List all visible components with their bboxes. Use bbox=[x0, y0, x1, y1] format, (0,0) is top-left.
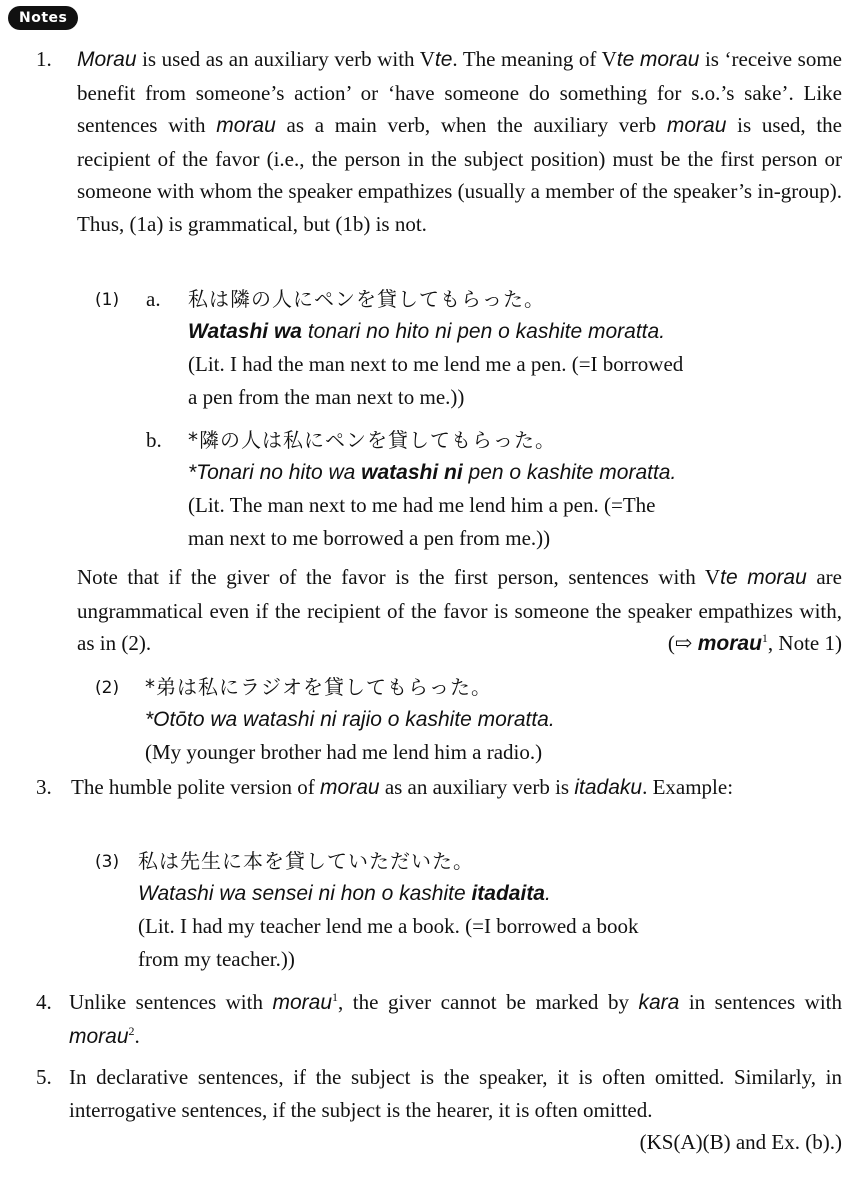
text-span: . The meaning of V bbox=[452, 47, 617, 71]
note-5-text bbox=[69, 1061, 842, 1154]
romanization bbox=[138, 878, 838, 911]
text-span: . Example: bbox=[642, 775, 734, 799]
romanization-bold: watashi ni bbox=[361, 460, 463, 484]
translation-line: (Lit. The man next to me had me lend him a pen. (=The bbox=[188, 493, 656, 517]
term-morau: morau bbox=[216, 114, 276, 137]
text-span: as a main verb, when the auxiliary verb bbox=[275, 113, 667, 137]
text-span: Watashi wa sensei ni hon o kashite bbox=[138, 881, 472, 905]
romanization-bold: Watashi wa bbox=[188, 319, 302, 343]
term-morau: Morau bbox=[77, 48, 137, 71]
text-span: Note that if the giver of the favor is the first person, sentences with V bbox=[77, 565, 721, 589]
note-number: 4. bbox=[36, 990, 52, 1014]
text-span: in sentences with bbox=[679, 990, 842, 1014]
japanese-sentence: 私は先生に本を貸していただいた。 bbox=[138, 849, 474, 873]
translation-line: from my teacher.)) bbox=[138, 946, 295, 971]
example-number: (3) bbox=[95, 852, 120, 872]
cross-reference bbox=[668, 627, 842, 661]
note-number: 5. bbox=[36, 1065, 52, 1089]
text-span: is used as an auxiliary verb with V bbox=[136, 47, 435, 71]
term-morau: morau bbox=[320, 776, 380, 799]
text-span: is ‘receive some benefit from someone’s action’ or ‘have someone do something for s.o.’s sake’. Like sentences with bbox=[77, 47, 843, 137]
term-kara: kara bbox=[638, 991, 680, 1014]
example-number: (2) bbox=[95, 678, 120, 698]
superscript: 1 bbox=[761, 631, 768, 645]
text-span: , the giver cannot be marked by bbox=[338, 990, 639, 1014]
example-number: (1) bbox=[95, 290, 120, 310]
text-span: are ungrammatical even if the recipient of the favor is someone the speaker empathizes with, as in (2). bbox=[77, 565, 842, 655]
text-span: , Note 1) bbox=[767, 631, 842, 655]
term-te: te bbox=[434, 48, 453, 71]
text-span: Unlike sentences with bbox=[69, 990, 273, 1014]
text-span: . bbox=[545, 881, 551, 905]
translation-line: (My younger brother had me lend him a radio.) bbox=[145, 740, 543, 764]
text-span: *Tonari no hito wa bbox=[188, 460, 362, 484]
text-span bbox=[738, 565, 748, 589]
note-3-text bbox=[71, 771, 842, 805]
term-te: te bbox=[720, 566, 738, 589]
note-3 bbox=[36, 771, 842, 805]
romanization: *Otōto wa watashi ni rajio o kashite moratta. bbox=[145, 707, 555, 731]
note-4 bbox=[36, 986, 842, 1053]
cross-reference: (KS(A)(B) and Ex. (b).) bbox=[639, 1130, 842, 1154]
term-morau: morau bbox=[272, 991, 333, 1014]
text-span: In declarative sentences, if the subject is the speaker, it is often omitted. Similarly, in interrogative sentences, if the subject is the hearer, it is often omitted. bbox=[69, 1065, 842, 1122]
japanese-sentence: *弟は私にラジオを貸してもらった。 bbox=[145, 675, 492, 699]
text-span: (⇨ bbox=[667, 631, 698, 655]
romanization bbox=[188, 316, 848, 349]
notes-badge: Notes bbox=[8, 6, 78, 30]
translation-line: man next to me borrowed a pen from me.)) bbox=[188, 525, 551, 550]
romanization bbox=[188, 457, 848, 490]
note-1-continued-text bbox=[77, 561, 842, 660]
note-number: 1. bbox=[36, 47, 52, 71]
term-morau: morau bbox=[639, 48, 700, 71]
term-morau: morau bbox=[747, 566, 807, 589]
note-1-text bbox=[77, 43, 842, 240]
text-span: tonari no hito ni pen o kashite moratta. bbox=[301, 319, 666, 343]
text-span: . bbox=[134, 1023, 140, 1048]
translation-line: (Lit. I had the man next to me lend me a pen. (=I borrowed bbox=[188, 352, 684, 376]
term-morau: morau bbox=[666, 114, 727, 137]
term-itadaku: itadaku bbox=[574, 776, 643, 799]
japanese-sentence: 私は隣の人にペンを貸してもらった。 bbox=[188, 287, 545, 311]
romanization-bold: itadaita bbox=[471, 881, 545, 905]
note-1-continued bbox=[36, 561, 842, 661]
text-span: as an auxiliary verb is bbox=[379, 775, 575, 799]
text-span: is used, the recipient of the favor (i.e., the person in the subject position) must be the first person or someone with whom the speaker empathizes (usually a member of the speaker’s in-group). Thus, (1a) is grammatical, but (1b) is not. bbox=[77, 113, 842, 236]
text-span: The humble polite version of bbox=[71, 775, 321, 799]
example-label: a. bbox=[146, 287, 161, 311]
superscript: 1 bbox=[332, 990, 339, 1004]
japanese-sentence: *隣の人は私にペンを貸してもらった。 bbox=[188, 428, 556, 452]
term-te: te bbox=[616, 48, 635, 71]
example-label: b. bbox=[146, 428, 162, 452]
translation-line: a pen from the man next to me.)) bbox=[188, 384, 465, 409]
term-morau: morau bbox=[697, 632, 762, 655]
superscript: 2 bbox=[128, 1023, 135, 1038]
term-morau: morau bbox=[69, 1024, 129, 1048]
note-number: 3. bbox=[36, 775, 52, 799]
note-5 bbox=[36, 1061, 842, 1159]
note-4-text bbox=[69, 986, 842, 1053]
translation-line: (Lit. I had my teacher lend me a book. (=I borrowed a book bbox=[138, 914, 639, 938]
text-span: pen o kashite moratta. bbox=[462, 460, 677, 484]
note-1 bbox=[36, 43, 842, 240]
